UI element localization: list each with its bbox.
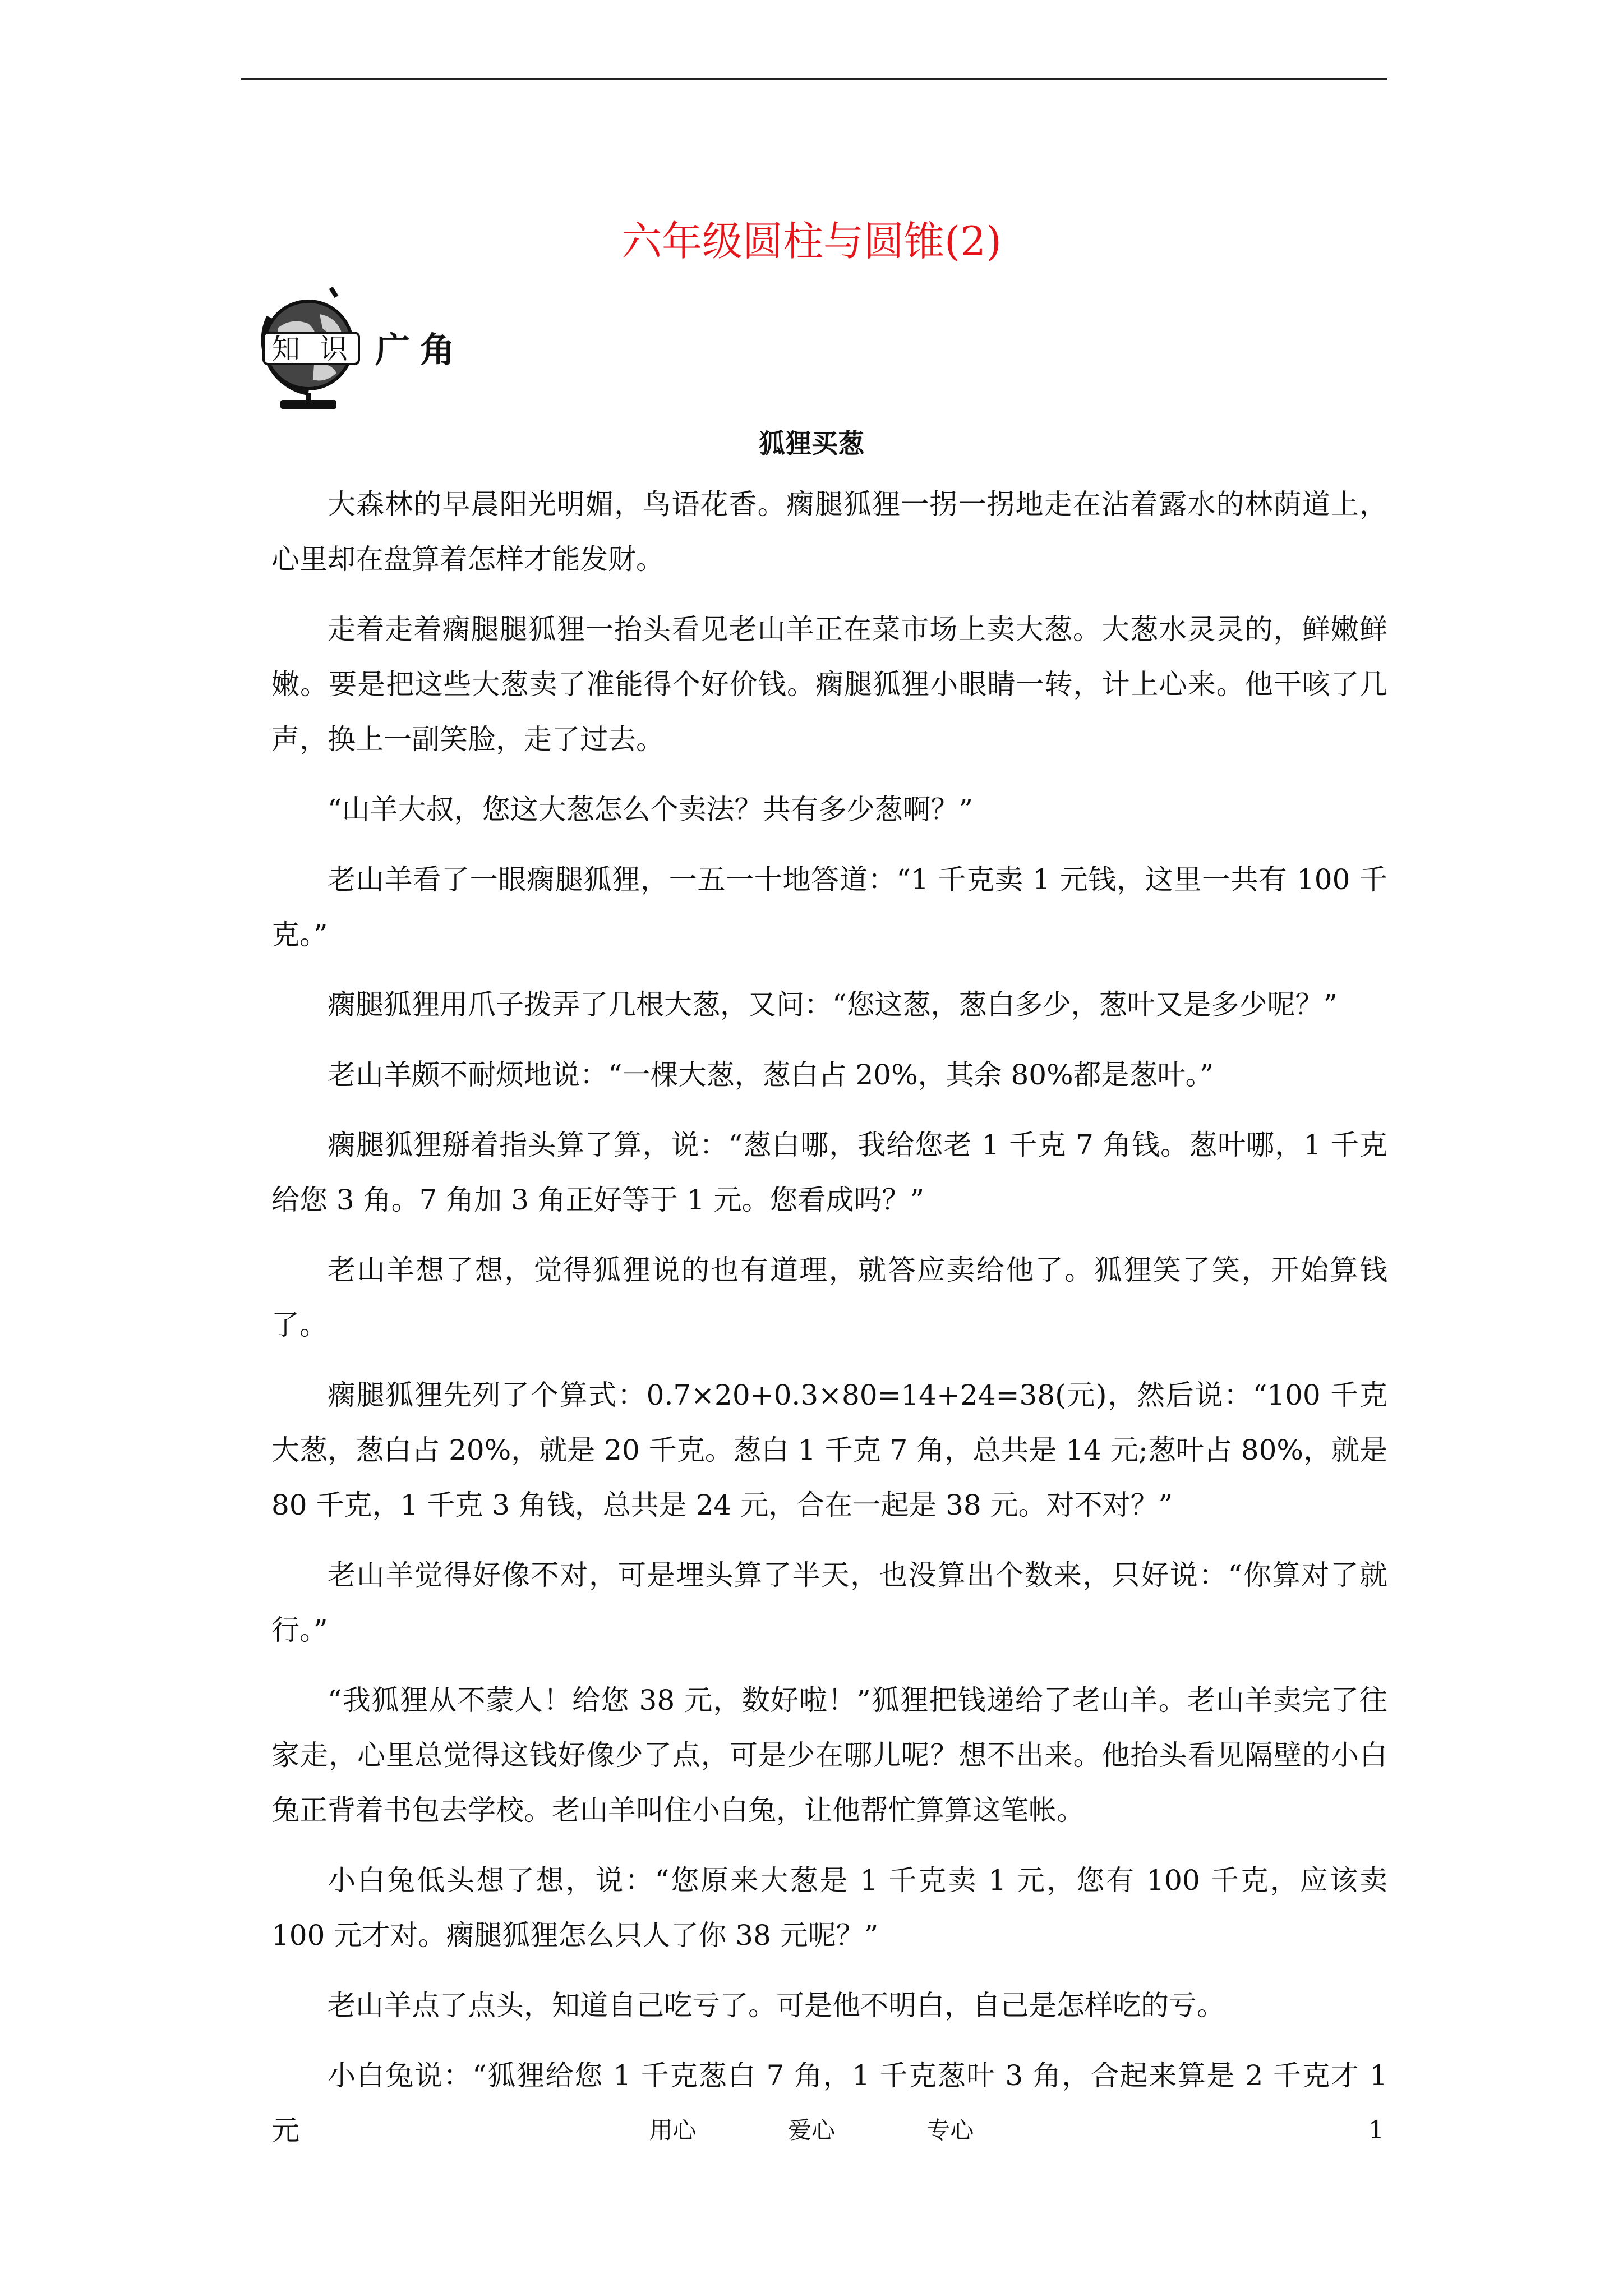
paragraph: 老山羊颇不耐烦地说：“一棵大葱，葱白占 20%，其余 80%都是葱叶。” [328, 1059, 1214, 1091]
footer-motto-2: 爱心 [787, 2116, 835, 2144]
knowledge-corner-badge [247, 283, 471, 412]
paragraph: 老山羊觉得好像不对，可是埋头算了半天，也没算出个数来，只好说：“你算对了就行。” [271, 1559, 1387, 1646]
badge-char-1: 知 [272, 333, 300, 365]
paragraph: 老山羊点了点头，知道自己吃亏了。可是他不明白，自己是怎样吃的亏。 [328, 1989, 1225, 2022]
paragraph: “我狐狸从不蒙人！给您 38 元，数好啦！”狐狸把钱递给了老山羊。老山羊卖完了往家走，心里总觉得这钱好像少了点，可是少在哪儿呢？想不出来。他抬头看见隔壁的小白兔正背着书包去学校。老山羊叫住小白兔，让他帮忙算算这笔帐。 [271, 1684, 1387, 1826]
footer-motto-1: 用心 [649, 2116, 697, 2144]
paragraph: 瘸腿狐狸用爪子拨弄了几根大葱，又问：“您这葱，葱白多少，葱叶又是多少呢？” [328, 988, 1338, 1021]
paragraph: “山羊大叔，您这大葱怎么个卖法？共有多少葱啊？” [328, 793, 974, 826]
badge-char-2: 识 [320, 333, 348, 365]
paragraph: 大森林的早晨阳光明媚，鸟语花香。瘸腿狐狸一拐一拐地走在沾着露水的林荫道上，心里却在盘算着怎样才能发财。 [271, 488, 1387, 576]
paragraph: 瘸腿狐狸先列了个算式：0.7×20+0.3×80=14+24=38(元)，然后说：“100 千克大葱，葱白占 20%，就是 20 千克。葱白 1 千克 7 角，总共是 14 元;葱叶占 80%，就是 80 千克，1 千克 3 角钱，总共是 24 元，合在一起是 38 元。对不对？” [271, 1379, 1387, 1521]
globe-icon [247, 283, 471, 412]
paragraph: 瘸腿狐狸掰着指头算了算，说：“葱白哪，我给您老 1 千克 7 角钱。葱叶哪，1 千克给您 3 角。7 角加 3 角正好等于 1 元。您看成吗？” [271, 1129, 1387, 1216]
page-title: 六年级圆柱与圆锥(2) [621, 218, 1002, 265]
page-number: 1 [1368, 2116, 1384, 2145]
badge-char-3: 广 [375, 329, 411, 370]
paragraph: 老山羊看了一眼瘸腿狐狸，一五一十地答道：“1 千克卖 1 元钱，这里一共有 100 千克。” [271, 863, 1387, 951]
story-body [271, 477, 1387, 2173]
paragraph: 老山羊想了想，觉得狐狸说的也有道理，就答应卖给他了。狐狸笑了笑，开始算钱了。 [271, 1254, 1387, 1341]
footer-motto-3: 专心 [926, 2116, 974, 2144]
story-title: 狐狸买葱 [759, 429, 864, 459]
paragraph: 走着走着瘸腿腿狐狸一抬头看见老山羊正在菜市场上卖大葱。大葱水灵灵的，鲜嫩鲜嫩。要是把这些大葱卖了准能得个好价钱。瘸腿狐狸小眼睛一转，计上心来。他干咳了几声，换上一副笑脸，走了过去。 [271, 613, 1387, 756]
badge-char-4: 角 [419, 329, 455, 370]
header-rule [241, 78, 1387, 80]
paragraph: 小白兔低头想了想，说：“您原来大葱是 1 千克卖 1 元，您有 100 千克，应该卖 100 元才对。瘸腿狐狸怎么只人了你 38 元呢？” [271, 1864, 1387, 1952]
paragraph: 小白兔说：“狐狸给您 1 千克葱白 7 角，1 千克葱叶 3 角，合起来算是 2 千克才 1 元 [271, 2059, 1387, 2147]
